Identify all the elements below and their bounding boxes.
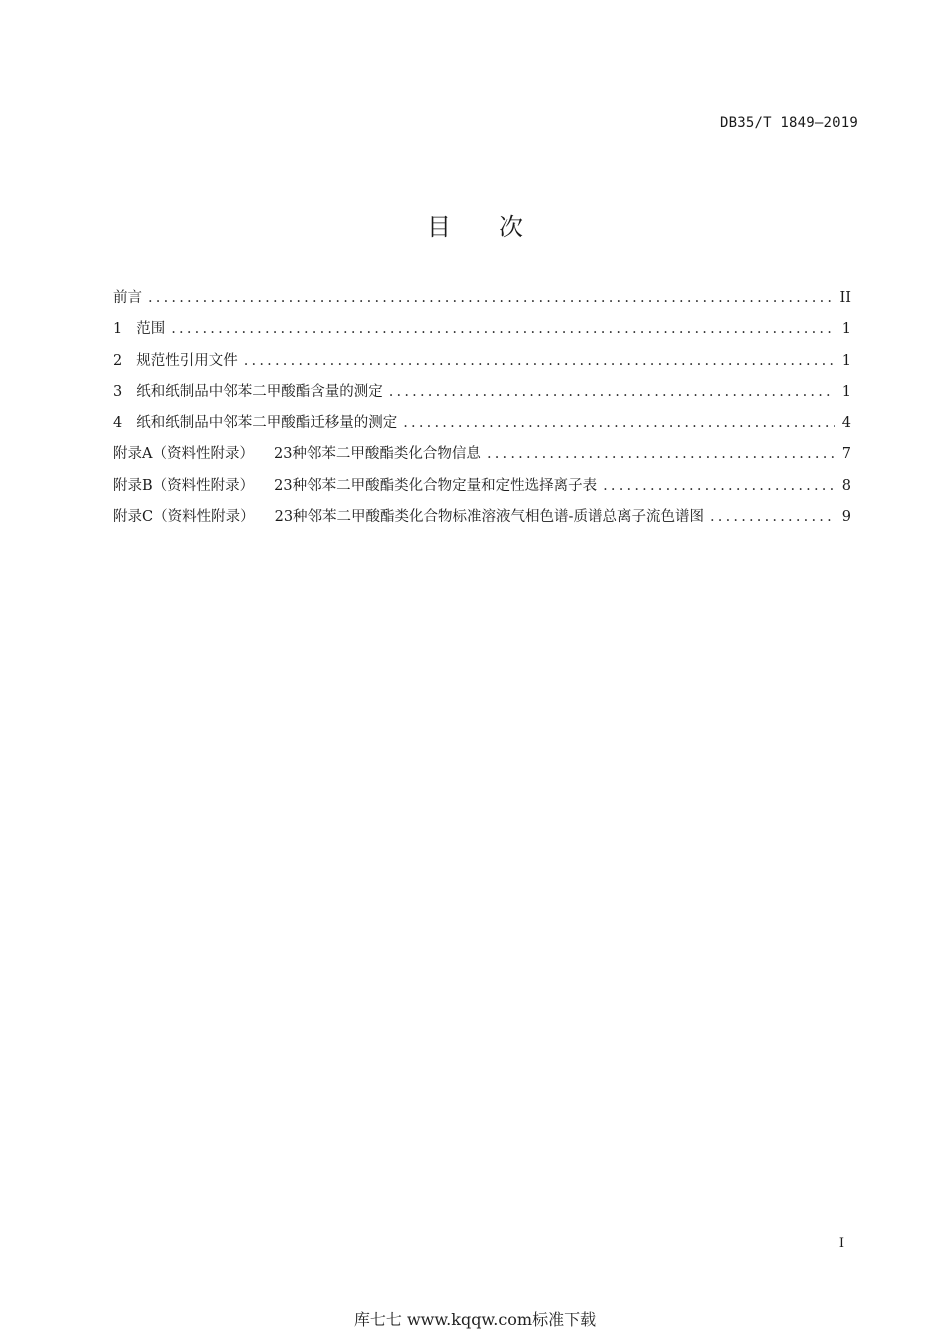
toc-entry-label: 23种邻苯二甲酸酯类化合物信息 [273,446,481,463]
toc-entry-3[interactable] [113,380,851,411]
toc-entry-page: 7 [841,446,851,463]
watermark-text: 库七七 www.kqqw.com标准下载 [353,1310,597,1329]
toc-entry-label: 23种邻苯二甲酸酯类化合物定量和定性选择离子表 [274,477,598,494]
toc-dot-leader [171,321,835,337]
document-code: DB35/T 1849—2019 [719,115,858,131]
toc-entry-page: II [839,290,851,306]
toc-entry-page: 4 [841,415,851,432]
toc-dot-leader [403,415,835,431]
toc-dot-leader [148,290,834,306]
toc-entry-2[interactable] [113,349,851,380]
toc-entry-label: 范围 [136,321,166,338]
toc-entry-label: 规范性引用文件 [136,352,238,369]
toc-entry-label: 纸和纸制品中邻苯二甲酸酯迁移量的测定 [136,415,398,432]
toc-dot-leader [487,446,835,462]
toc-entry-page: 1 [841,321,851,338]
toc-entry-number: 1 [113,321,123,338]
toc-entry-4[interactable] [113,411,851,442]
page-title: 目次 [427,213,571,241]
toc-entry-number: 4 [113,415,123,432]
table-of-contents [113,286,851,536]
page-number: I [838,1236,844,1251]
toc-entry-number: 2 [113,352,123,369]
toc-entry-appendix-a[interactable] [113,442,851,473]
toc-appendix-label: 附录A（资料性附录） [113,446,254,463]
toc-entry-page: 8 [841,477,851,494]
toc-entry-label: 23种邻苯二甲酸酯类化合物标准溶液气相色谱-质谱总离子流色谱图 [274,509,704,526]
toc-entry-appendix-c[interactable] [113,505,851,536]
toc-dot-leader [603,478,835,494]
toc-entry-page: 1 [841,383,851,400]
toc-entry-label: 前言 [113,290,142,306]
toc-entry-label: 纸和纸制品中邻苯二甲酸酯含量的测定 [136,383,383,400]
toc-dot-leader [710,509,835,525]
toc-entry-1[interactable] [113,317,851,348]
toc-entry-page: 9 [841,509,851,526]
toc-dot-leader [244,353,835,369]
toc-entry-foreword[interactable] [113,286,851,317]
toc-entry-appendix-b[interactable] [113,474,851,505]
toc-appendix-label: 附录C（资料性附录） [113,509,255,526]
toc-appendix-label: 附录B（资料性附录） [113,477,255,494]
toc-entry-number: 3 [113,383,123,400]
toc-dot-leader [389,384,835,400]
toc-entry-page: 1 [841,352,851,369]
